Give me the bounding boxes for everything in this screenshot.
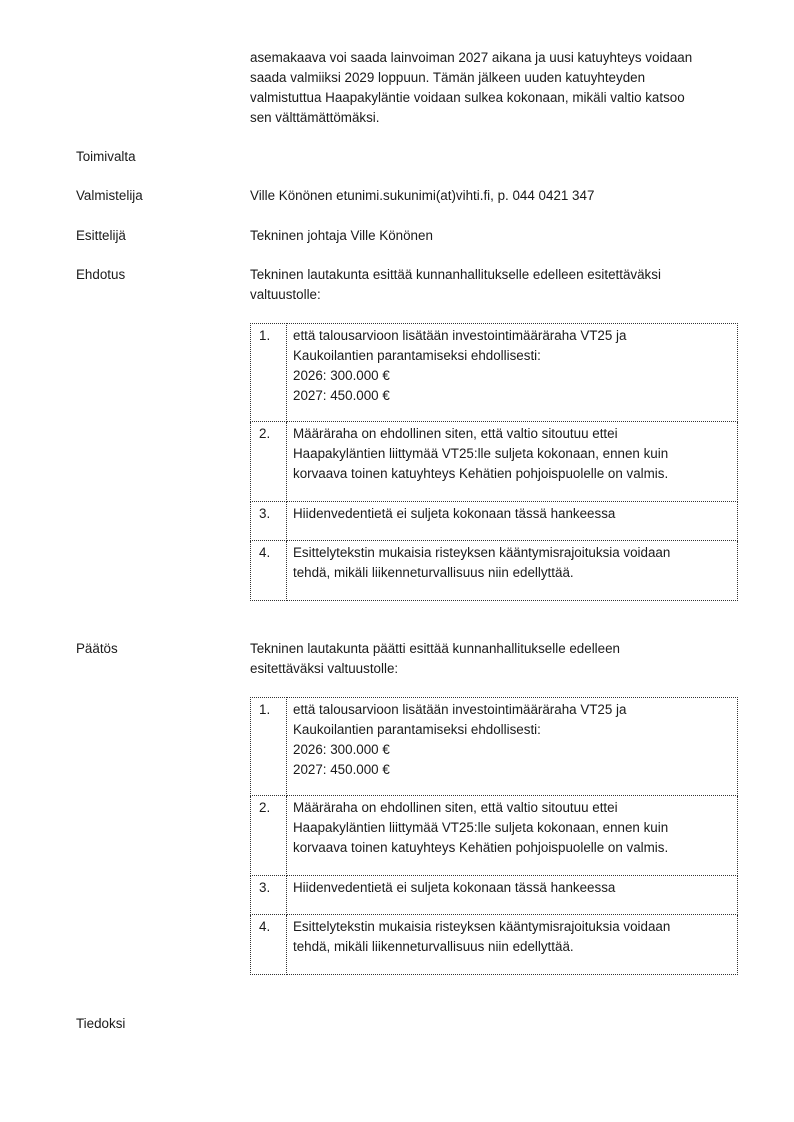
- item-line: tehdä, mikäli liikenneturvallisuus niin edellyttää.: [293, 565, 574, 580]
- paatos-line: Tekninen lautakunta päätti esittää kunnanhallitukselle edelleen: [250, 641, 620, 656]
- item-line: Kaukoilantien parantamiseksi ehdollisesti:: [293, 722, 541, 737]
- item-number: 4.: [251, 541, 287, 601]
- tiedoksi-label: Tiedoksi: [76, 1016, 126, 1031]
- item-line: korvaava toinen katuyhteys Kehätien pohjoispuolelle on valmis.: [293, 466, 669, 481]
- table-row: [251, 915, 738, 975]
- table-row: [251, 541, 738, 601]
- paatos-table: [250, 697, 738, 975]
- item-text: [287, 915, 738, 975]
- ehdotus-table: [250, 323, 738, 601]
- intro-line: asemakaava voi saada lainvoiman 2027 aikana ja uusi katuyhteys voidaan: [250, 50, 693, 65]
- item-line: 2026: 300.000 €: [293, 368, 390, 383]
- item-line: Haapakyläntien liittymää VT25:lle suljeta kokonaan, ennen kuin: [293, 446, 669, 461]
- item-number: 2.: [251, 422, 287, 502]
- paatos-line: esitettäväksi valtuustolle:: [250, 661, 399, 676]
- table-row: [251, 698, 738, 796]
- item-line: Määräraha on ehdollinen siten, että valtio sitoutuu ettei: [293, 426, 618, 441]
- item-number: 2.: [251, 796, 287, 876]
- item-text: [287, 502, 738, 541]
- paatos-text: [250, 639, 750, 679]
- table-row: [251, 876, 738, 915]
- valmistelija-value: Ville Könönen etunimi.sukunimi(at)vihti.fi, p. 044 0421 347: [250, 188, 595, 203]
- table-row: [251, 796, 738, 876]
- intro-paragraph: [250, 48, 750, 128]
- ehdotus-text: [250, 265, 750, 305]
- toimivalta-label: Toimivalta: [76, 149, 136, 164]
- item-number: 3.: [251, 502, 287, 541]
- item-line: Kaukoilantien parantamiseksi ehdollisesti:: [293, 348, 541, 363]
- item-line: Haapakyläntien liittymää VT25:lle suljeta kokonaan, ennen kuin: [293, 820, 669, 835]
- item-line: Esittelytekstin mukaisia risteyksen kääntymisrajoituksia voidaan: [293, 545, 671, 560]
- item-line: korvaava toinen katuyhteys Kehätien pohjoispuolelle on valmis.: [293, 840, 669, 855]
- item-text: [287, 324, 738, 422]
- item-line: 2027: 450.000 €: [293, 762, 390, 777]
- item-line: että talousarvioon lisätään investointimääräraha VT25 ja: [293, 328, 627, 343]
- item-text: [287, 796, 738, 876]
- item-text: [287, 422, 738, 502]
- intro-line: saada valmiiksi 2029 loppuun. Tämän jälkeen uuden katuyhteyden: [250, 70, 646, 85]
- item-line: 2026: 300.000 €: [293, 742, 390, 757]
- item-line: tehdä, mikäli liikenneturvallisuus niin edellyttää.: [293, 939, 574, 954]
- item-line: 2027: 450.000 €: [293, 388, 390, 403]
- item-number: 1.: [251, 324, 287, 422]
- intro-line: valmistuttua Haapakyläntie voidaan sulkea kokonaan, mikäli valtio katsoo: [250, 90, 685, 105]
- paatos-label: Päätös: [76, 641, 118, 656]
- item-number: 3.: [251, 876, 287, 915]
- table-row: [251, 502, 738, 541]
- item-line: Hiidenvedentietä ei suljeta kokonaan tässä hankeessa: [293, 506, 616, 521]
- table-row: [251, 324, 738, 422]
- esittelija-label: Esittelijä: [76, 228, 126, 243]
- item-line: Määräraha on ehdollinen siten, että valtio sitoutuu ettei: [293, 800, 618, 815]
- esittelija-value: Tekninen johtaja Ville Könönen: [250, 228, 433, 243]
- valmistelija-label: Valmistelija: [76, 188, 143, 203]
- ehdotus-line: Tekninen lautakunta esittää kunnanhallitukselle edelleen esitettäväksi: [250, 267, 661, 282]
- item-number: 4.: [251, 915, 287, 975]
- ehdotus-label: Ehdotus: [76, 267, 126, 282]
- item-number: 1.: [251, 698, 287, 796]
- table-row: [251, 422, 738, 502]
- item-line: että talousarvioon lisätään investointimääräraha VT25 ja: [293, 702, 627, 717]
- intro-line: sen välttämättömäksi.: [250, 110, 380, 125]
- item-text: [287, 698, 738, 796]
- ehdotus-line: valtuustolle:: [250, 287, 321, 302]
- item-line: Hiidenvedentietä ei suljeta kokonaan tässä hankeessa: [293, 880, 616, 895]
- item-text: [287, 876, 738, 915]
- item-text: [287, 541, 738, 601]
- item-line: Esittelytekstin mukaisia risteyksen kääntymisrajoituksia voidaan: [293, 919, 671, 934]
